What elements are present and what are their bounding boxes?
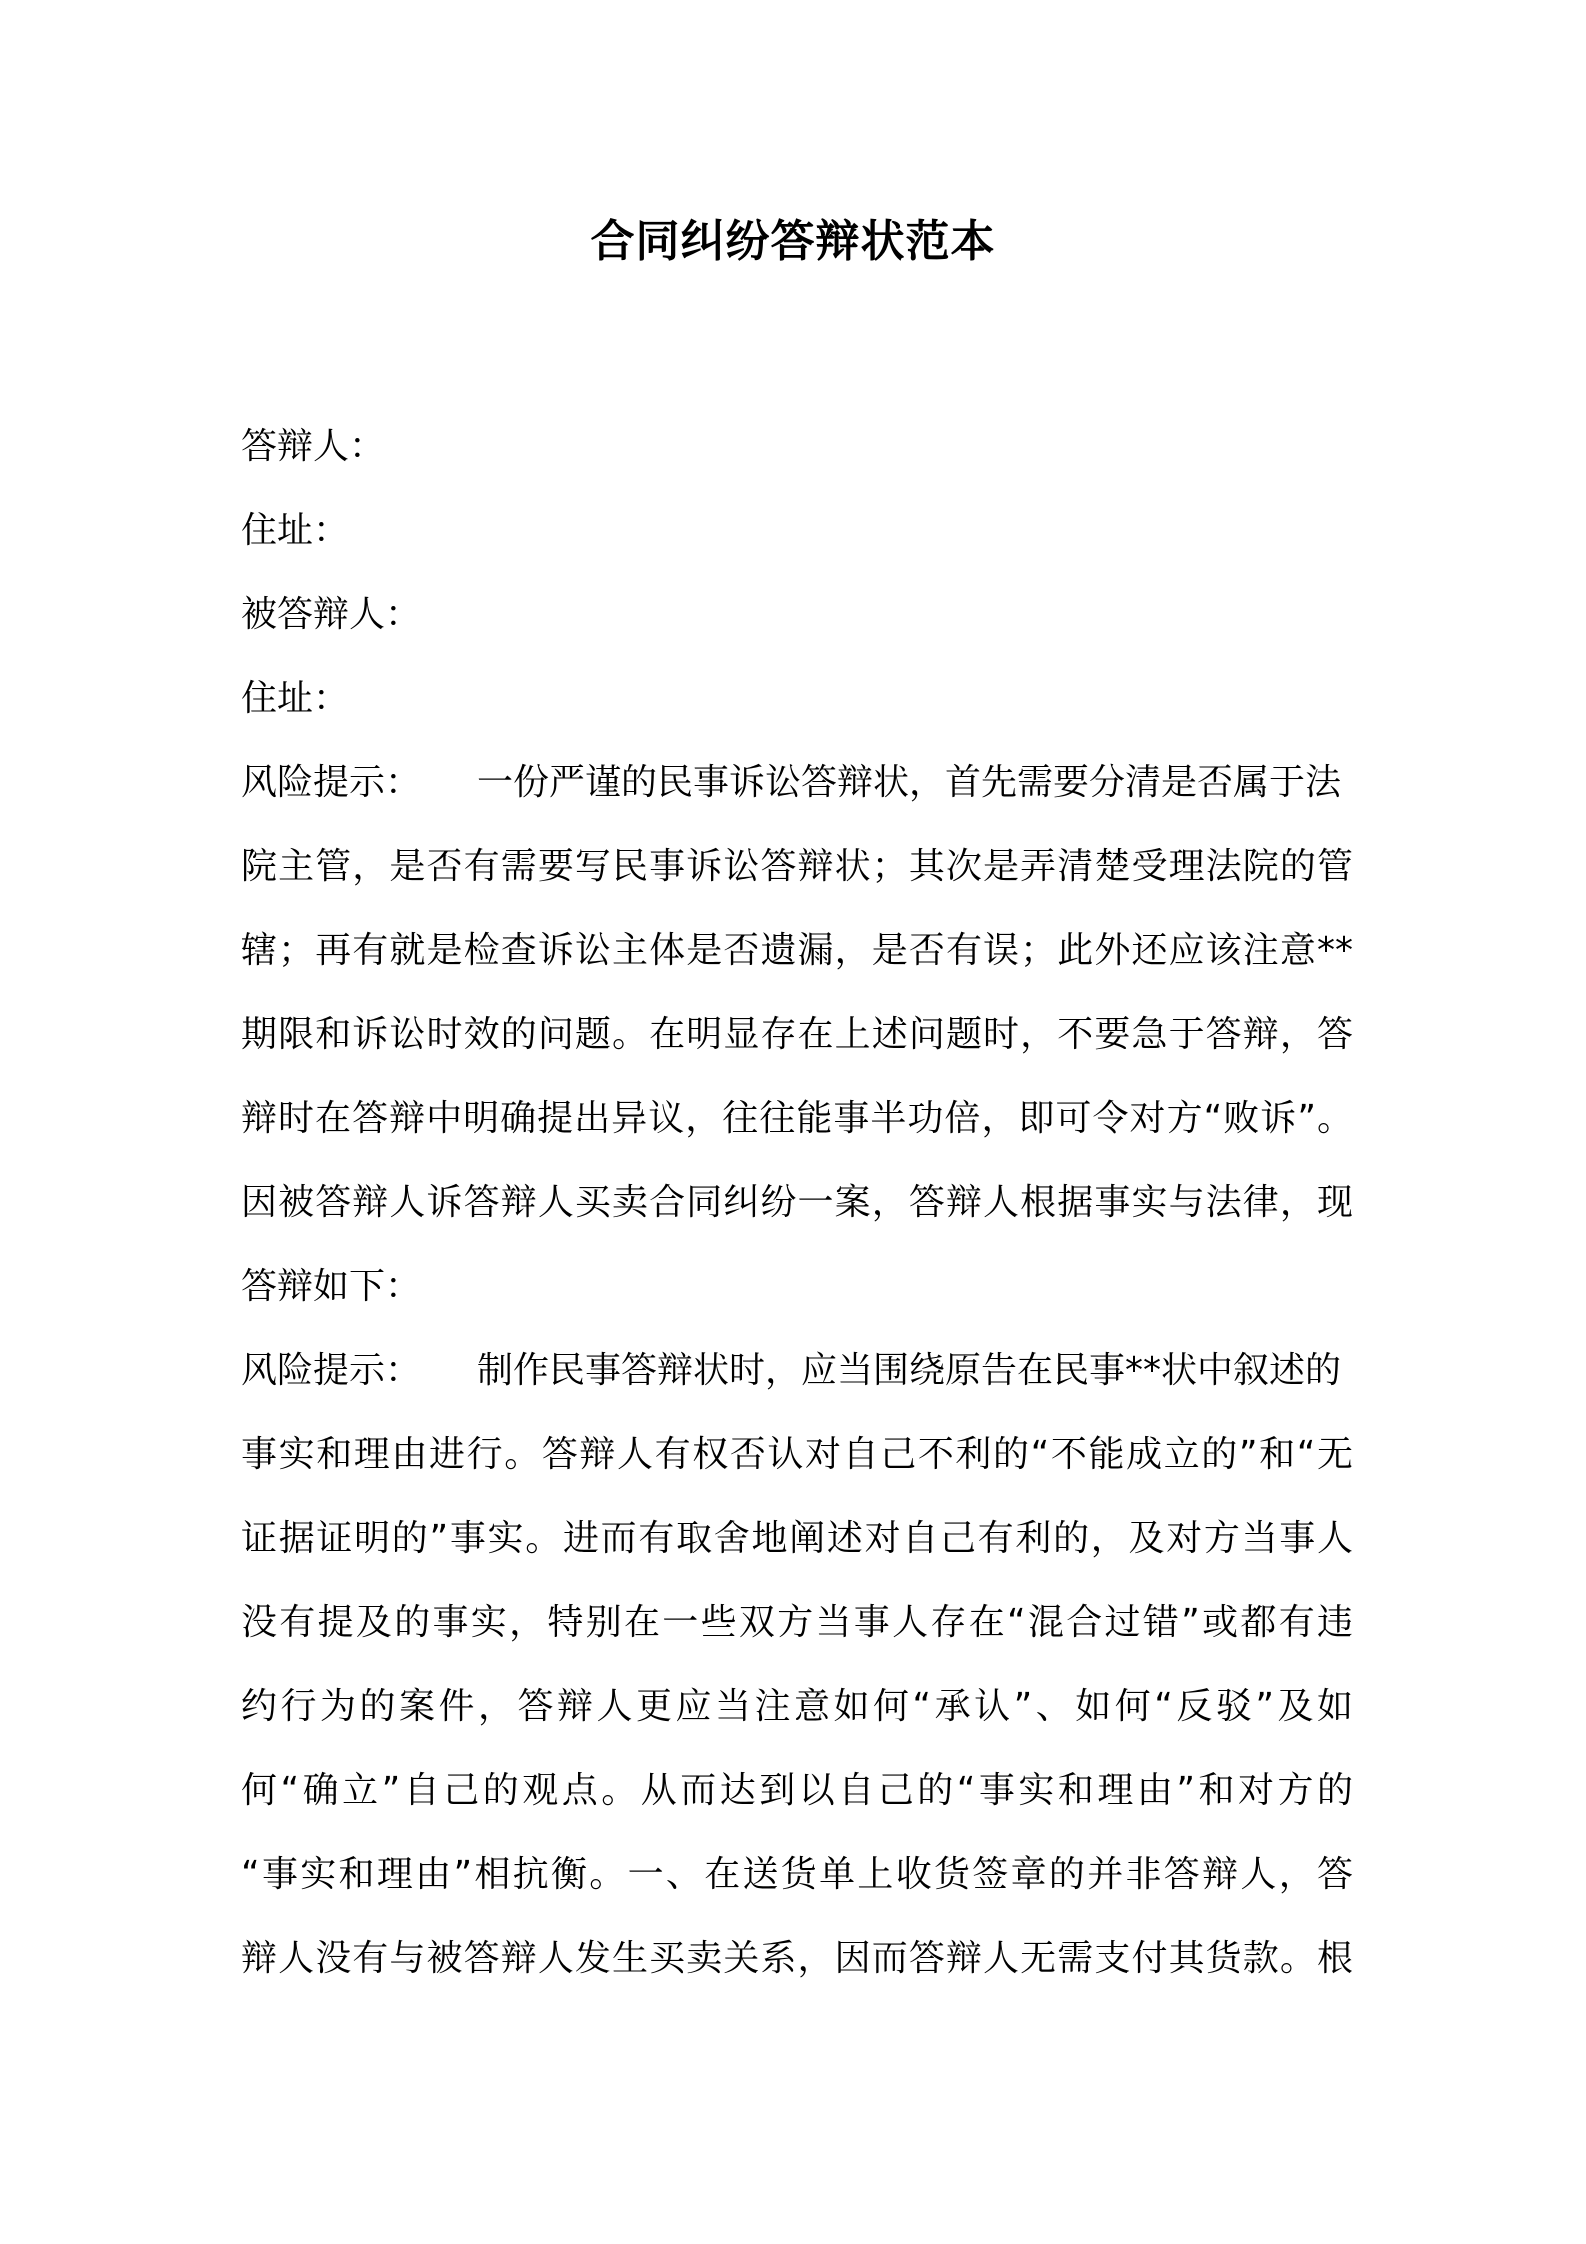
- text-line: 院主管，是否有需要写民事诉讼答辩状；其次是弄清楚受理法院的管: [241, 846, 1353, 887]
- text-line: 何“确立”自己的观点。从而达到以自己的“事实和理由”和对方的: [241, 1770, 1353, 1811]
- text-line: 辖；再有就是检查诉讼主体是否遗漏，是否有误；此外还应该注意**: [241, 930, 1353, 971]
- text-line: 事实和理由进行。答辩人有权否认对自己不利的“不能成立的”和“无: [241, 1434, 1353, 1475]
- text-line: 因被答辩人诉答辩人买卖合同纠纷一案，答辩人根据事实与法律，现: [241, 1182, 1353, 1223]
- respondent-address-field: 住址：: [241, 510, 350, 551]
- risk-notice-label: 风险提示：: [241, 1350, 422, 1391]
- risk-notice-2-line: [241, 1329, 1353, 1413]
- text-line: 期限和诉讼时效的问题。在明显存在上述问题时，不要急于答辩，答: [241, 1014, 1353, 1055]
- risk-notice-label: 风险提示：: [241, 762, 422, 803]
- text-line: 辩时在答辩中明确提出异议，往往能事半功倍，即可令对方“败诉”。: [241, 1098, 1353, 1139]
- respondent-field: 答辩人：: [241, 426, 386, 467]
- document-body: [241, 405, 1353, 2001]
- text-line: 制作民事答辩状时，应当围绕原告在民事**状中叙述的: [477, 1350, 1342, 1391]
- risk-notice-1-line: [241, 741, 1353, 825]
- document-title: 合同纠纷答辩状范本: [590, 216, 996, 267]
- text-line: 答辩如下：: [241, 1266, 422, 1307]
- text-line: 辩人没有与被答辩人发生买卖关系，因而答辩人无需支付其货款。根: [241, 1938, 1353, 1979]
- text-line: 没有提及的事实，特别在一些双方当事人存在“混合过错”或都有违: [241, 1602, 1353, 1643]
- defendant-field: 被答辩人：: [241, 594, 422, 635]
- text-line: 证据证明的”事实。进而有取舍地阐述对自己有利的，及对方当事人: [241, 1518, 1353, 1559]
- defendant-address-field: 住址：: [241, 678, 350, 719]
- text-line: “事实和理由”相抗衡。一、在送货单上收货签章的并非答辩人，答: [241, 1854, 1353, 1895]
- text-line: 一份严谨的民事诉讼答辩状，首先需要分清是否属于法: [477, 762, 1342, 803]
- text-line: 约行为的案件，答辩人更应当注意如何“承认”、如何“反驳”及如: [241, 1686, 1353, 1727]
